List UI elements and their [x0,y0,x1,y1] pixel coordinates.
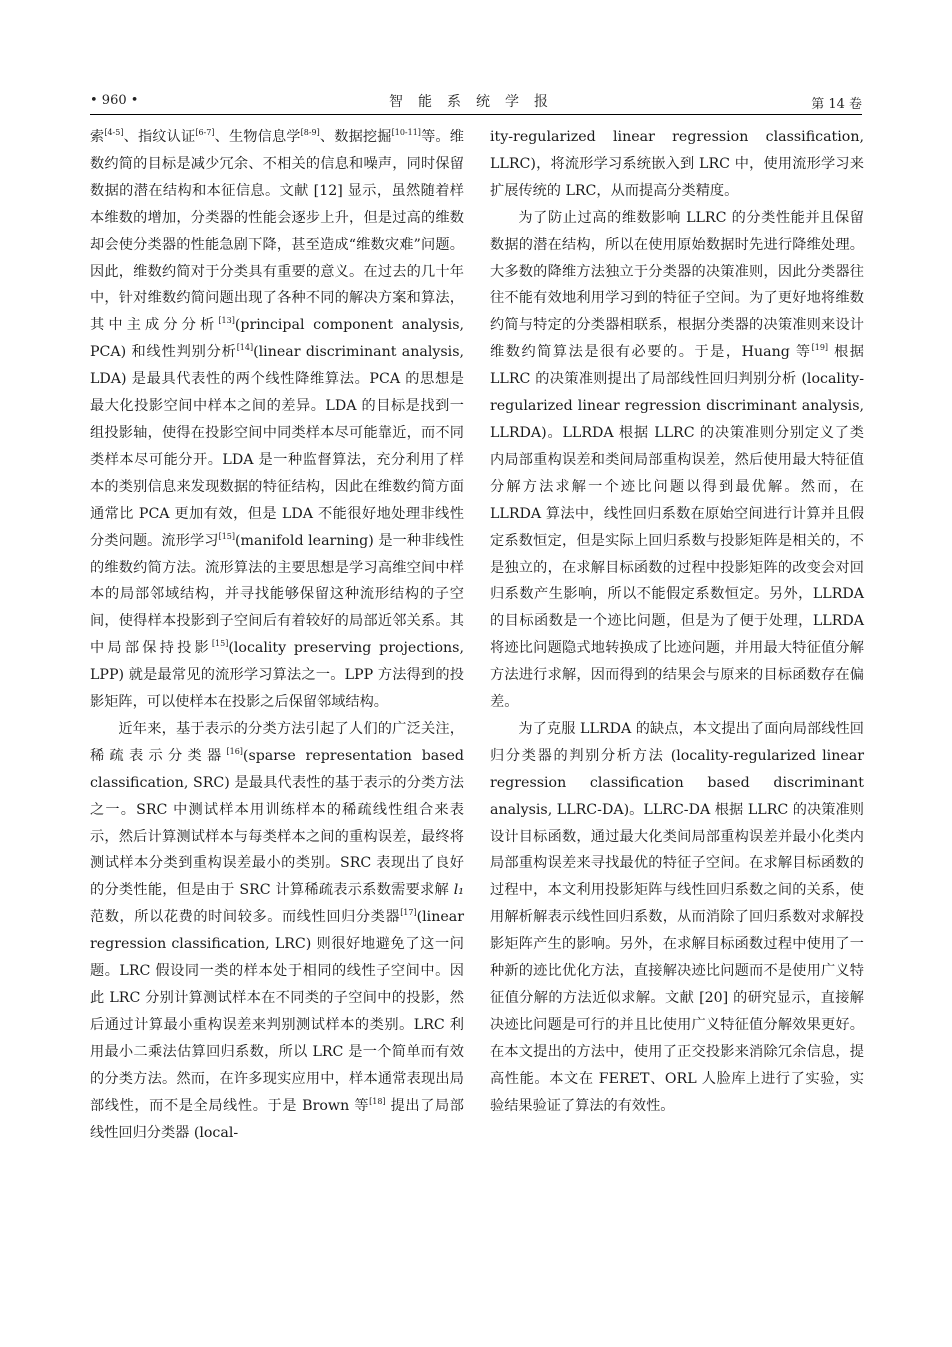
page-number: • 960 • [90,93,139,108]
citation: [13] [218,316,235,326]
left-paragraph-2 [90,716,464,1147]
text-run: 索 [90,129,105,145]
left-paragraph-1 [90,124,464,716]
volume-label: 第 14 卷 [811,97,862,112]
text-run: (manifold learning) 是一种非线性的维数约简方法。流形算法的主要思想是学习高维空间中样本的局部邻域结构，并寻找能够保留这种流形结构的子空间，使得样本投影到子空间后有着较好的局部近邻关系。其中局部保持投影 [90,532,464,657]
text-run: (principal component analysis, PCA) 和线性判别分析 [90,317,464,361]
citation: [19] [811,343,829,353]
text-run: 等。维数约简的目标是减少冗余、不相关的信息和噪声，同时保留数据的潜在结构和本征信息。文献 [12] 显示，虽然随着样本维数的增加，分类器的性能会逐步上升，但是过高的维数却会使分类器的性能急剧下降，甚至造成“维数灾难”问题。因此，维数约简对于分类具有重要的意义。在过去的几十年中，针对维数约简问题出现了各种不同的解决方案和算法，其中主成分分析 [90,129,464,334]
l1-norm-symbol: l₁ [453,882,464,899]
text-run: (sparse representation based classification, SRC) 是最具代表性的基于表示的分类方法之一。SRC 中测试样本用训练样本的稀疏线性组合来表示，然后计算测试样本与每类样本之间的重构误差，最终将测试样本分类到重构误差最小的类别。SRC 表现出了良好的分类性能，但是由于 SRC 计算稀疏表示系数需要求解 [90,747,464,899]
citation: [10-11] [391,128,421,137]
right-paragraph-1: ity-regularized linear regression classification, LLRC)，将流形学习系统嵌入到 LRC 中，使用流形学习来扩展传统的 LRC，从而提高分类精度。 [490,129,864,199]
text-run: (linear regression classification, LRC) 则很好地避免了这一问题。LRC 假设同一类的样本处于相同的线性子空间中。因此 LRC 分别计算测试样本在不同类的子空间中的投影，然后通过计算最小重构误差来判别测试样本的类别。LRC 利用最小二乘法估算回归系数，所以 LRC 是一个简单而有效的分类方法。然而，在许多现实应用中，样本通常表现出局部线性，而不是全局线性。于是 Brown 等 [90,909,464,1114]
right-paragraph-3: 为了克服 LLRDA 的缺点，本文提出了面向局部线性回归分类器的判别分析方法 (locality-regularized linear regression classification based discriminant analysis, LLRC-DA)。LLRC-DA 根据 LLRC 的决策准则设计目标函数，通过最大化类间局部重构误差并最小化类内局部重构误差来寻找最优的特征子空间。在求解目标函数的过程中，本文利用投影矩阵与线性回归系数之间的关系，使用解析解表示线性回归系数，从而消除了回归系数对求解投影矩阵产生的影响。另外，在求解目标函数过程中使用了一种新的迹比优化方法，直接解决迹比问题而不是使用广义特征值分解的方法近似求解。文献 [20] 的研究显示，直接解决迹比问题是可行的并且比使用广义特征值分解效果更好。在本文提出的方法中，使用了正交投影来消除冗余信息，提高性能。本文在 FERET、ORL 人脸库上进行了实验，实验结果验证了算法的有效性。 [490,720,864,1114]
text-run: 、生物信息学 [214,129,301,145]
text-run: (linear discriminant analysis, LDA) 是最具代表性的两个线性降维算法。PCA 的思想是最大化投影空间中样本之间的差异。LDA 的目标是找到一组投影轴，使得在投影空间中同类样本尽可能靠近，而不同类样本尽可能分开。LDA 是一种监督算法，充分利用了样本的类别信息来发现数据的特征结构，因此在维数约简方面通常比 PCA 更加有效，但是 LDA 不能很好地处理非线性分类问题。流形学习 [90,344,464,549]
citation: [16] [226,746,243,756]
citation: [17] [400,908,417,918]
text-run: (locality preserving projections, LPP) 就是最常见的流形学习算法之一。LPP 方法得到的投影矩阵，可以使样本在投影之后保留邻域结构。 [90,640,464,711]
citation: [15] [218,531,235,541]
text-run: 范数，所以花费的时间较多。而线性回归分类器 [90,909,401,926]
right-paragraph-2 [490,205,864,716]
citation: [18] [369,1096,386,1106]
left-column [90,124,464,1146]
text-run: 、指纹认证 [123,129,196,145]
page-header [90,90,862,114]
citation: [4-5] [104,128,124,137]
text-run: 近年来，基于表示的分类方法引起了人们的广泛关注，稀疏表示分类器 [90,720,464,764]
text-run: 根据 LLRC 的决策准则提出了局部线性回归判别分析 (locality-regularized linear regression discriminant analysis, LLRDA)。LLRDA 根据 LLRC 的决策准则分别定义了类内局部重构误差和类间局部重构误差，然后使用最大特征值分解方法求解一个迹比问题以得到最优解。然而，在 LLRDA 算法中，线性回归系数在原始空间进行计算并且假定系数恒定，但是实际上回归系数与投影矩阵是相关的，不是独立的，在求解目标函数的过程中投影矩阵的改变会对回归系数产生影响，所以不能假定系数恒定。另外，LLRDA 的目标函数是一个迹比问题，但是为了便于处理，LLRDA 将迹比问题隐式地转换成了比迹问题，并用最大特征值分解方法进行求解，因而得到的结果会与原来的目标函数存在偏差。 [490,344,864,711]
citation: [6-7] [195,128,215,137]
citation: [8-9] [300,128,320,137]
text-run: 提出了局部线性回归分类器 (local- [90,1097,464,1141]
header-divider [90,114,862,115]
text-run: 为了防止过高的维数影响 LLRC 的分类性能并且保留数据的潜在结构，所以在使用原始数据时先进行降维处理。大多数的降维方法独立于分类器的决策准则，因此分类器往往不能有效地利用学习到的特征子空间。为了更好地将维数约简与特定的分类器相联系，根据分类器的决策准则来设计维数约简算法是很有必要的。于是，Huang 等 [490,209,864,361]
text-run: 、数据挖掘 [319,129,392,145]
citation: [15] [211,639,229,649]
journal-title: 智能系统学报 [389,94,563,110]
right-column [490,124,864,1120]
citation: [14] [236,343,254,353]
